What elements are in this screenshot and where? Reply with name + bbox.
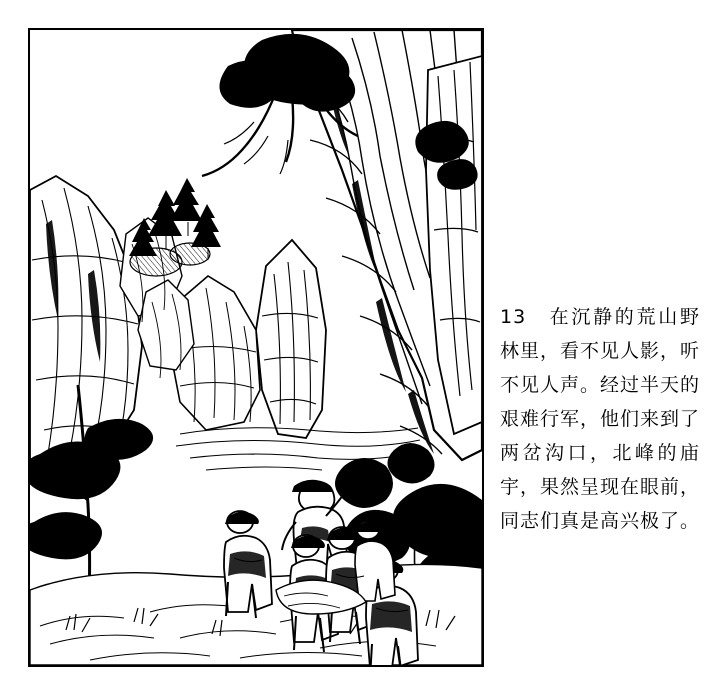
illustration-artwork [30,30,482,665]
caption-text: 13 在沉静的荒山野林里，看不见人影，听不见人声。经过半天的艰难行军，他们来到了两岔沟口，北峰的庙宇，果然呈现在眼前，同志们真是高兴极了。 [500,306,701,532]
caption-block [500,300,700,538]
illustration-panel [28,28,484,667]
